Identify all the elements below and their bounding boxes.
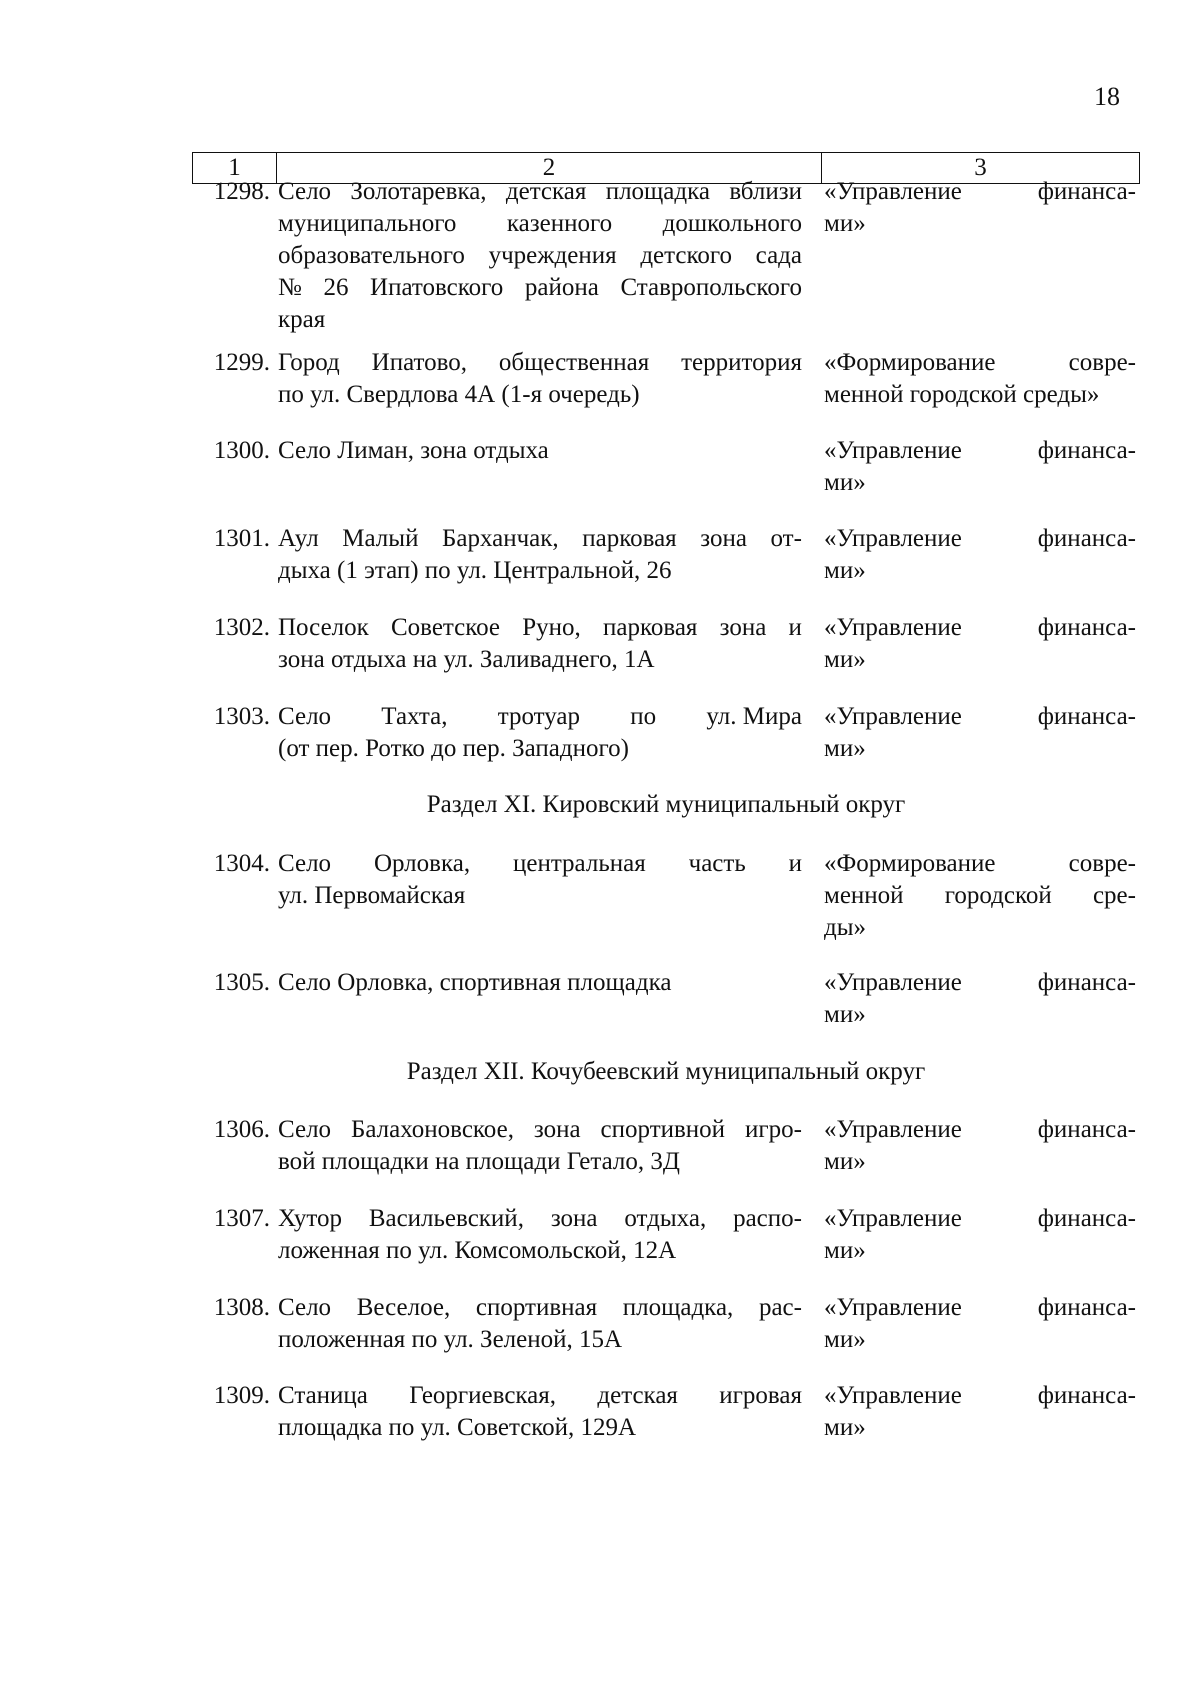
description-line-word: Село: [278, 178, 332, 205]
description-line-word: сада: [755, 242, 802, 269]
row-number: 1308.: [213, 1294, 270, 1321]
description-line: [278, 644, 802, 676]
description-line-word: распо-: [733, 1205, 802, 1232]
description-line-word: Орловка,: [373, 850, 471, 877]
program-line-word: ми»: [824, 1001, 866, 1028]
description-line-word: зона: [550, 1205, 598, 1232]
program-line-word: «Управление: [824, 178, 962, 205]
program-name: [824, 176, 1136, 336]
description-line-word: парковая: [582, 525, 677, 552]
program-line-word: городской: [944, 882, 1052, 909]
description-line-word: Тахта,: [381, 703, 448, 730]
program-name: [824, 1114, 1136, 1178]
program-line: [824, 701, 1136, 733]
program-line-word: совре-: [1068, 349, 1136, 376]
object-description: [276, 701, 802, 765]
object-description: [276, 523, 802, 587]
table-row: [192, 347, 1136, 411]
description-line: [278, 176, 802, 208]
program-line: [824, 555, 1136, 587]
description-line-word: края: [278, 306, 326, 333]
row-number: 1302.: [213, 614, 270, 641]
description-line-word: Ставропольского: [620, 274, 802, 301]
description-line: [278, 612, 802, 644]
program-line: [824, 176, 1136, 208]
description-line-word: Село Лиман, зона отдыха: [278, 437, 549, 464]
table-row: [192, 1114, 1136, 1178]
program-line: [824, 912, 1136, 944]
program-line: [824, 999, 1136, 1031]
description-line: [278, 1235, 802, 1267]
description-line: [278, 347, 802, 379]
program-line-word: «Управление: [824, 1116, 962, 1143]
description-line-word: по ул. Свердлова 4А (1-я очередь): [278, 381, 640, 408]
description-line: [278, 1324, 802, 1356]
program-line-word: финанса-: [1037, 1382, 1136, 1409]
description-line-word: по: [630, 703, 657, 730]
program-line-word: «Управление: [824, 703, 962, 730]
table-row: [192, 1292, 1136, 1356]
row-number: 1299.: [213, 349, 270, 376]
object-description: [276, 1114, 802, 1178]
description-line-word: положенная по ул. Зеленой, 15А: [278, 1326, 623, 1353]
description-line: [278, 733, 802, 765]
program-name: [824, 1203, 1136, 1267]
description-line-word: 26: [323, 274, 349, 301]
description-line-word: Балахоновское,: [351, 1116, 514, 1143]
description-line-word: и: [788, 614, 802, 641]
description-line-word: Аул: [278, 525, 319, 552]
program-line: [824, 1146, 1136, 1178]
program-line-word: ми»: [824, 469, 866, 496]
description-line-word: вблизи: [729, 178, 802, 205]
description-line-word: (от пер. Ротко до пер. Западного): [278, 735, 629, 762]
program-line: [824, 612, 1136, 644]
object-description: [276, 848, 802, 944]
program-line: [824, 1235, 1136, 1267]
program-line-word: финанса-: [1037, 525, 1136, 552]
description-line-word: Село: [278, 703, 332, 730]
description-line: [278, 701, 802, 733]
table-row: [192, 176, 1136, 336]
program-line-word: «Управление: [824, 437, 962, 464]
description-line-word: Ипатовского: [370, 274, 504, 301]
object-description: [276, 176, 802, 336]
program-line: [824, 848, 1136, 880]
description-line: [278, 304, 802, 336]
program-line: [824, 733, 1136, 765]
program-line: [824, 1114, 1136, 1146]
object-description: [276, 347, 802, 411]
description-line-word: игро-: [745, 1116, 802, 1143]
description-line: [278, 880, 802, 912]
description-line-word: детская: [597, 1382, 678, 1409]
description-line-word: №: [278, 274, 302, 301]
description-line-word: зона: [533, 1116, 581, 1143]
row-number: 1303.: [213, 703, 270, 730]
object-description: [276, 967, 802, 1031]
row-number: 1301.: [213, 525, 270, 552]
program-line-word: «Управление: [824, 614, 962, 641]
table-row: [192, 701, 1136, 765]
description-line: [278, 240, 802, 272]
description-line-word: Станица: [278, 1382, 368, 1409]
program-name: [824, 347, 1136, 411]
row-number: 1298.: [213, 178, 270, 205]
description-line-word: территория: [681, 349, 802, 376]
program-line-word: финанса-: [1037, 969, 1136, 996]
program-line-word: финанса-: [1037, 1294, 1136, 1321]
program-name: [824, 701, 1136, 765]
description-line: [278, 379, 802, 411]
program-line: [824, 1380, 1136, 1412]
description-line-word: тротуар: [497, 703, 580, 730]
description-line-word: зона: [719, 614, 767, 641]
description-line-word: Город: [278, 349, 340, 376]
description-line-word: Васильевский,: [368, 1205, 524, 1232]
description-line-word: Село: [278, 850, 332, 877]
program-line: [824, 1324, 1136, 1356]
description-line: [278, 555, 802, 587]
row-number: 1304.: [213, 850, 270, 877]
program-line-word: ми»: [824, 735, 866, 762]
program-line-word: ми»: [824, 1326, 866, 1353]
program-line-word: финанса-: [1037, 178, 1136, 205]
program-line: [824, 644, 1136, 676]
program-line: [824, 1292, 1136, 1324]
object-description: [276, 612, 802, 676]
program-line-word: «Формирование: [824, 850, 996, 877]
program-line-word: ми»: [824, 1414, 866, 1441]
description-line-word: ложенная по ул. Комсомольской, 12А: [278, 1237, 677, 1264]
program-line: [824, 347, 1136, 379]
program-line-word: сре-: [1092, 882, 1136, 909]
description-line-word: спортивная: [475, 1294, 598, 1321]
description-line-word: дыха (1 этап) по ул. Центральной, 26: [278, 557, 672, 584]
program-line-word: «Управление: [824, 525, 962, 552]
description-line-word: часть: [688, 850, 746, 877]
program-line-word: «Управление: [824, 1382, 962, 1409]
description-line: [278, 1292, 802, 1324]
description-line: [278, 1380, 802, 1412]
program-line-word: «Формирование: [824, 349, 996, 376]
description-line-word: Руно,: [522, 614, 581, 641]
description-line: [278, 523, 802, 555]
object-description: [276, 435, 802, 499]
description-line-word: отдыха,: [624, 1205, 707, 1232]
description-line: [278, 1203, 802, 1235]
program-name: [824, 967, 1136, 1031]
description-line-word: Малый: [342, 525, 419, 552]
description-line-word: учреждения: [488, 242, 617, 269]
row-number: 1307.: [213, 1205, 270, 1232]
program-line-word: «Управление: [824, 969, 962, 996]
description-line-word: площадка: [605, 178, 710, 205]
row-number: 1305.: [213, 969, 270, 996]
description-line: [278, 435, 802, 467]
program-line-word: финанса-: [1037, 1205, 1136, 1232]
program-line: [824, 379, 1136, 411]
description-line-word: парковая: [603, 614, 698, 641]
description-line-word: Поселок: [278, 614, 369, 641]
program-line-word: ми»: [824, 1148, 866, 1175]
description-line-word: детская: [505, 178, 587, 205]
program-line-word: финанса-: [1037, 437, 1136, 464]
description-line-word: Советское: [391, 614, 501, 641]
column-header-2: 2: [277, 153, 822, 183]
program-line: [824, 523, 1136, 555]
description-line-word: спортивной: [600, 1116, 726, 1143]
description-line-word: детского: [640, 242, 732, 269]
description-line-word: рас-: [758, 1294, 802, 1321]
page-number: 18: [1094, 82, 1120, 111]
program-line: [824, 208, 1136, 240]
table-row: [192, 612, 1136, 676]
description-line-word: площадка по ул. Советской, 129А: [278, 1414, 637, 1441]
description-line-word: Село: [278, 1294, 332, 1321]
description-line-word: ул. Мира: [706, 703, 802, 730]
description-line: [278, 208, 802, 240]
description-line-word: ул. Первомайская: [278, 882, 466, 909]
description-line-word: общественная: [498, 349, 650, 376]
description-line-word: Село: [278, 1116, 332, 1143]
description-line-word: игровая: [719, 1382, 802, 1409]
table-row: [192, 435, 1136, 499]
description-line-word: Барханчак,: [442, 525, 559, 552]
description-line: [278, 1146, 802, 1178]
program-line-word: финанса-: [1037, 1116, 1136, 1143]
column-header-1: 1: [193, 153, 277, 183]
object-description: [276, 1203, 802, 1267]
program-line-word: менной городской среды»: [824, 381, 1100, 408]
program-line-word: «Управление: [824, 1294, 962, 1321]
program-line: [824, 1412, 1136, 1444]
description-line-word: дошкольного: [662, 210, 802, 237]
description-line-word: Георгиевская,: [409, 1382, 557, 1409]
program-name: [824, 848, 1136, 944]
table-row: [192, 1380, 1136, 1444]
program-line-word: финанса-: [1037, 703, 1136, 730]
table-row: [192, 1203, 1136, 1267]
description-line: [278, 272, 802, 304]
row-number: 1306.: [213, 1116, 270, 1143]
description-line-word: зона отдыха на ул. Заливаднего, 1А: [278, 646, 655, 673]
description-line-word: района: [524, 274, 599, 301]
program-name: [824, 523, 1136, 587]
description-line-word: образовательного: [278, 242, 465, 269]
description-line-word: центральная: [512, 850, 646, 877]
description-line: [278, 1114, 802, 1146]
description-line-word: Хутор: [278, 1205, 342, 1232]
description-line-word: Золотаревка,: [350, 178, 487, 205]
description-line-word: Веселое,: [356, 1294, 451, 1321]
object-description: [276, 1292, 802, 1356]
description-line-word: и: [788, 850, 802, 877]
program-line: [824, 967, 1136, 999]
section-heading: Раздел XII. Кочубеевский муниципальный округ: [406, 1058, 926, 1085]
row-number: 1309.: [213, 1382, 270, 1409]
program-line-word: финанса-: [1037, 614, 1136, 641]
description-line: [278, 1412, 802, 1444]
program-name: [824, 1292, 1136, 1356]
program-name: [824, 612, 1136, 676]
row-number: 1300.: [213, 437, 270, 464]
program-line-word: ми»: [824, 210, 866, 237]
program-line-word: совре-: [1068, 850, 1136, 877]
program-name: [824, 1380, 1136, 1444]
program-line: [824, 880, 1136, 912]
description-line-word: зона: [700, 525, 747, 552]
program-line-word: «Управление: [824, 1205, 962, 1232]
description-line-word: от-: [770, 525, 802, 552]
program-line-word: ды»: [824, 914, 867, 941]
program-line: [824, 435, 1136, 467]
description-line-word: муниципального: [278, 210, 457, 237]
program-line-word: ми»: [824, 646, 866, 673]
table-row: [192, 848, 1136, 944]
program-name: [824, 435, 1136, 499]
description-line-word: казенного: [506, 210, 613, 237]
program-line-word: ми»: [824, 1237, 866, 1264]
table-row: [192, 523, 1136, 587]
description-line-word: Ипатово,: [371, 349, 468, 376]
object-description: [276, 1380, 802, 1444]
description-line: [278, 848, 802, 880]
program-line: [824, 1203, 1136, 1235]
description-line-word: вой площадки на площади Гетало, 3Д: [278, 1148, 680, 1175]
program-line: [824, 467, 1136, 499]
description-line-word: Село Орловка, спортивная площадка: [278, 969, 672, 996]
description-line-word: площадка,: [622, 1294, 734, 1321]
program-line-word: ми»: [824, 557, 866, 584]
table-row: [192, 967, 1136, 1031]
column-header-3: 3: [974, 154, 987, 181]
description-line: [278, 967, 802, 999]
program-line-word: менной: [824, 882, 904, 909]
section-heading: Раздел XI. Кировский муниципальный округ: [426, 791, 906, 818]
